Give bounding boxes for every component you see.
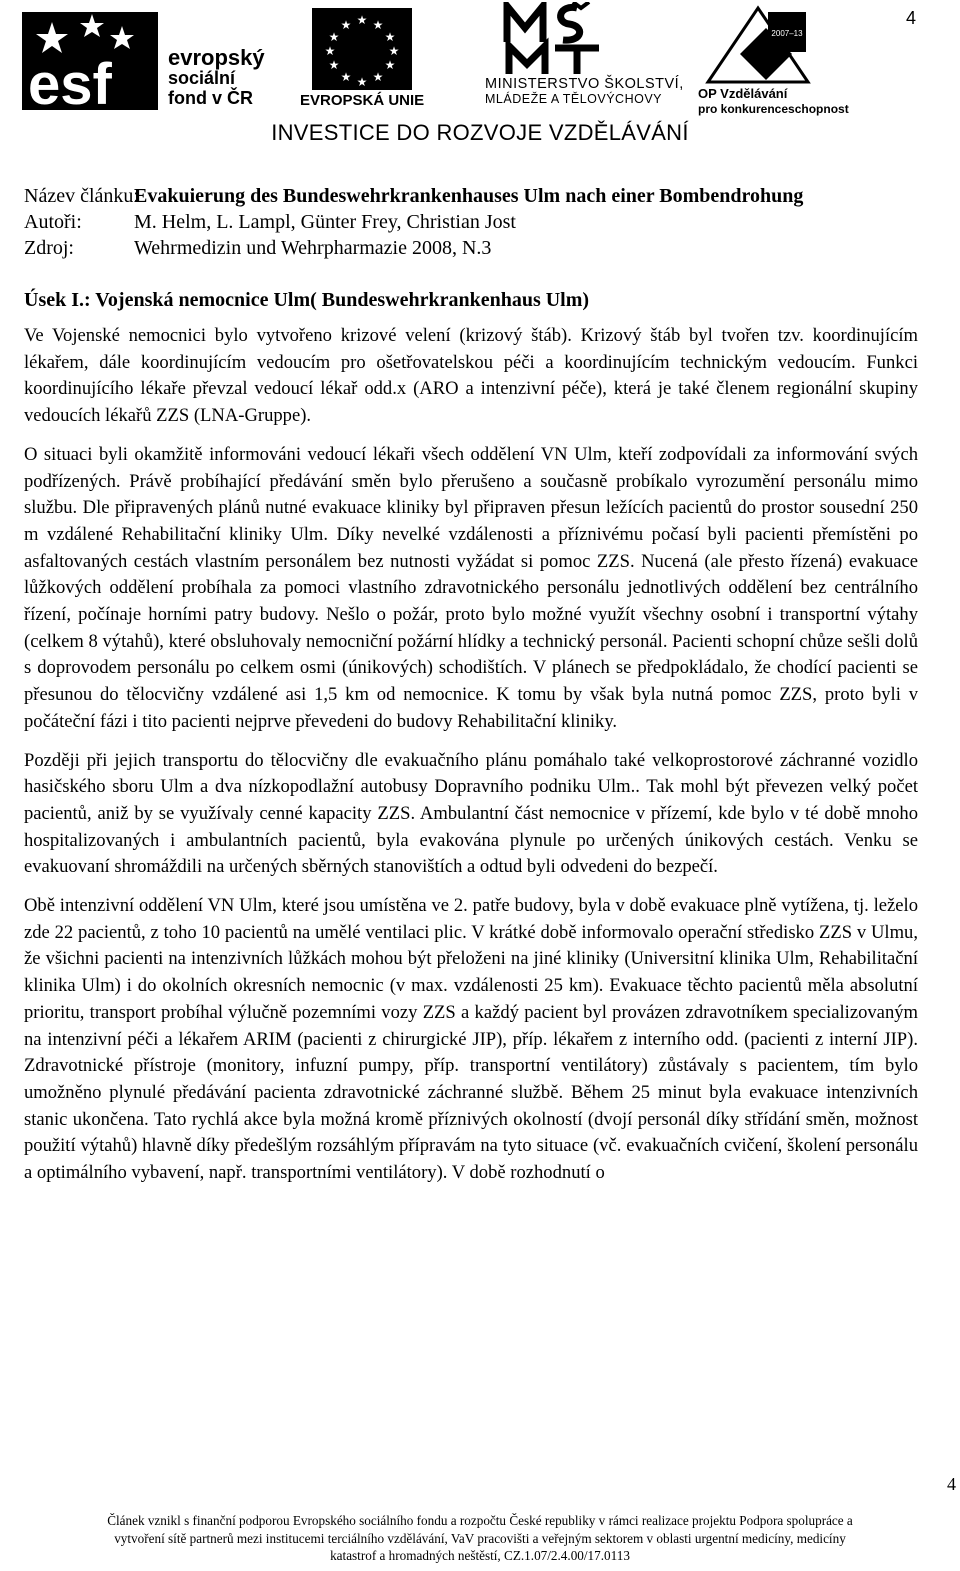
esf-wordmark — [168, 45, 265, 108]
op-logo — [692, 4, 849, 116]
meta-title-row — [24, 183, 803, 209]
esf-line3: fond v ČR — [168, 88, 253, 108]
article-authors: M. Helm, L. Lampl, Günter Frey, Christian Jost — [134, 211, 516, 233]
paragraph: Obě intenzivní oddělení VN Ulm, které jsou umístěna ve 2. patře budovy, byla v době evakuace plně vytížena, tj. leželo zde 22 pacientů, z toho 10 pacientů na umělé ventilaci plic. V krátké době informovalo operační středisko ZZS v Ulmu, že všichni pacienti na intenzivních lůžkách mohou být přeloženi na jiné kliniky (Universitní klinika Ulm, Rehabilitační klinika Ulm) i do okolních okresních nemocnic (v max. vzdálenosti 25 km). Evakuace těchto pacientů měla absolutní prioritu, transport probíhal výlučně pozemními vozy ZZS a každý pacient byl provázen zdravotníkem specializovaným na intenzivní péči a lékařem ARIM (pacienti z chirurgické JIP), příp. lékařem z interního odd. (pacienti z interní JIP). Zdravotnické přístroje (monitory, infuzní pumpy, příp. transportní ventilátory) zůstávaly s pacientem, tím bylo umožněno plynulé předávání pacienta zdravotnické záchranné službě. Během 25 minut byla evakuace intenzivních stanic ukončena. Tato rychlá akce byla možná kromě příznivých okolností (dvojí personál díky střídání směn, možnost použití výtahů) hlavně díky předešlým rozsáhlým přípravám na tyto situace (vč. evakuačních cvičení, školení personálu a optimálního vybavení, např. transportními ventilátory). V době rozhodnutí o — [24, 895, 918, 1184]
msmt-logo — [485, 2, 685, 112]
svg-text:★: ★ — [340, 70, 352, 84]
esf-logo — [18, 8, 288, 112]
logo-header — [0, 0, 960, 150]
source-label: Zdroj: — [24, 237, 74, 259]
funding-footer — [0, 1512, 960, 1565]
esf-line1: evropský — [168, 45, 265, 70]
svg-text:★: ★ — [328, 58, 340, 72]
esf-line2: sociální — [168, 68, 236, 88]
svg-text:★: ★ — [356, 13, 368, 27]
svg-text:★: ★ — [324, 44, 336, 58]
svg-text:★: ★ — [384, 58, 396, 72]
op-line1: OP Vzdělávání — [698, 86, 788, 101]
footer-line: vytvoření sítě partnerů mezi institucemi terciálního vzdělávání, VaV pracovišti a veřejným sektorem v oblasti urgentní medicíny, medicíny — [114, 1530, 846, 1546]
title-label: Název článku: — [24, 185, 139, 207]
paragraph: O situaci byli okamžitě informováni vedoucí lékaři všech oddělení VN Ulm, kteří zodpovídali za informování svých podřízených. Právě probíhající předávání směn bylo přerušeno a současně probíkalo vyrozumění personálu mimo službu. Dle připravených plánů nutné evakuace kliniky byl připraven přesun ležících pacientů do prostor sousední 250 m vzdálené Rehabilitační kliniky Ulm. Díky nevelké vzdálenosti a příznivému počasí byli pacienti přemístěni po asfaltovaných cestách vlastním personálem bez nutnosti vyžádat si pomoc ZZS. Nucená (ale přesto řízená) evakuace lůžkových oddělení probíhala za pomoci vlastního zdravotnického personálu jednotlivých oddělení bez centrálního řízení, počínaje horními patry budovy. Nešlo o požár, proto bylo možné využít všechny osobní i transportní výtahy (celkem 8 výtahů), které obsluhovaly nemocniční požární hlídky a technický personál. Pacienti schopní chůze sešli dolů s doprovodem personálu po celkem osmi (únikových) schodištích. V plánech se předpokládalo, že chodící pacienti se přesunou do tělocvičny vzdálené asi 1,5 km od nemocnice. K tomu by však byla nutná pomoc ZZS, proto byli v počáteční fázi i tito pacienti nejprve převedeni do budovy Rehabilitační kliniky. — [24, 443, 918, 732]
footer-line: Článek vznikl s finanční podporou Evropského sociálního fondu a rozpočtu České republiky v rámci realizace projektu Podpora spolupráce a — [107, 1513, 853, 1528]
footer-line: katastrof a hromadných neštěstí, CZ.1.07/2.4.00/17.0113 — [330, 1548, 630, 1563]
eu-flag-icon — [312, 8, 412, 90]
investment-banner: INVESTICE DO ROZVOJE VZDĚLÁVÁNÍ — [271, 120, 689, 145]
article-body — [24, 287, 918, 1199]
eu-logo — [300, 8, 440, 112]
meta-authors-row — [24, 209, 803, 235]
article-title: Evakuierung des Bundeswehrkrankenhauses Ulm nach einer Bombendrohung — [134, 185, 804, 207]
msmt-line2: MLÁDEŽE A TĚLOVÝCHOVY — [485, 92, 662, 106]
page-number-top: 4 — [905, 8, 916, 28]
paragraph: Později při jejich transportu do tělocvičny dle evakuačního plánu pomáhalo také velkoprostorové záchranné vozidlo hasičského sboru Ulm a dva nízkopodlažní autobusy Dopravního podniku Ulm.. Tak mohl být převezen velký počet pacientů, aniž by se využívaly cenné kapacity ZZS. Ambulantní část nemocnice v přízemí, kde bylo v té době mnoho hospitalizovaných i ambulantních pacientů, byla evakována plynule po určených únikových cestách. Venku se evakuovaní shromáždili na určených sběrných stanovištích a odtud byli odvedeni do bezpečí. — [24, 749, 918, 878]
svg-text:★: ★ — [372, 70, 384, 84]
svg-text:★: ★ — [388, 44, 400, 58]
svg-text:★: ★ — [356, 75, 368, 89]
esf-mark-icon — [22, 12, 158, 110]
svg-text:★: ★ — [372, 18, 384, 32]
authors-label: Autoři: — [24, 211, 82, 233]
meta-source-row — [24, 235, 803, 261]
page-number-side: 4 — [947, 1474, 956, 1494]
svg-text:★: ★ — [340, 18, 352, 32]
paragraph: Ve Vojenské nemocnici bylo vytvořeno krizové velení (krizový štáb). Krizový štáb byl tvořen tzv. koordinujícím lékařem, dále koordinujícím vedoucím pro ošetřovatelskou péči a koordinujícím technickým vedoucím. Funkci koordinujícího lékaře převzal vedoucí lékař odd.x (ARO a intenzivní péče), která je také členem regionální skupiny vedoucích lékařů ZZS (LNA-Gruppe). — [24, 325, 918, 427]
op-emblem-icon — [704, 4, 812, 86]
msmt-monogram-icon — [503, 2, 603, 76]
section-heading: Úsek I.: Vojenská nemocnice Ulm( Bundeswehrkrankenhaus Ulm) — [24, 289, 590, 311]
op-line2: pro konkurenceschopnost — [698, 102, 849, 116]
svg-text:★: ★ — [328, 30, 340, 44]
svg-text:esf: esf — [28, 52, 112, 110]
article-source: Wehrmedizin und Wehrpharmazie 2008, N.3 — [134, 237, 492, 259]
msmt-line1: MINISTERSTVO ŠKOLSTVÍ, — [485, 76, 684, 92]
article-meta — [24, 183, 803, 261]
svg-text:2007–13: 2007–13 — [771, 29, 803, 38]
eu-label: EVROPSKÁ UNIE — [300, 92, 425, 109]
svg-text:★: ★ — [384, 30, 396, 44]
